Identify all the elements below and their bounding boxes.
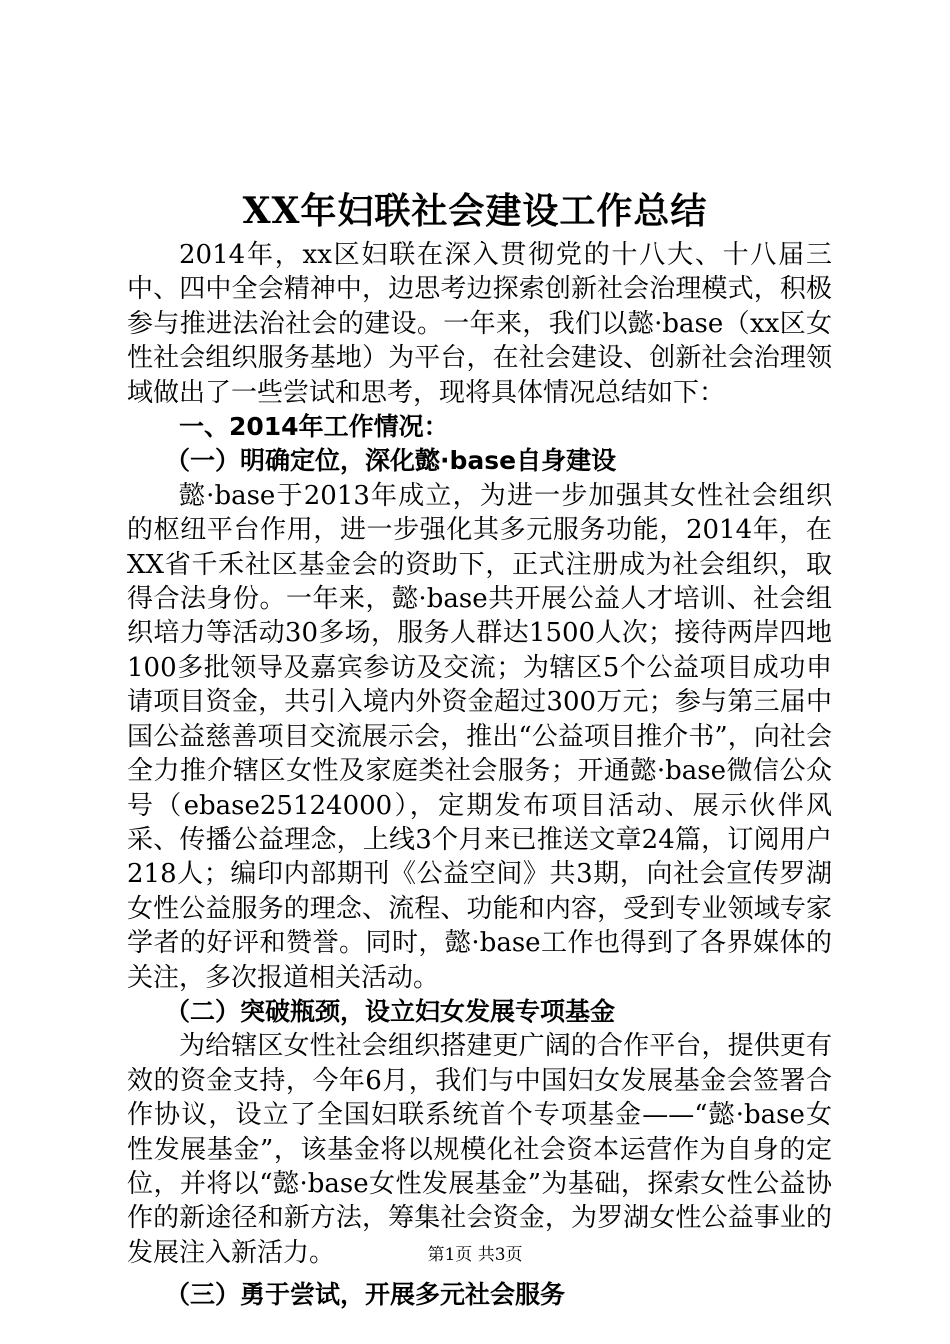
section-heading-work-status: 一、2014年工作情况： — [179, 412, 449, 442]
document-title: XX年妇联社会建设工作总结 — [242, 190, 708, 232]
subsection-paragraph-2: 为给辖区女性社会组织搭建更广阔的合作平台，提供更有效的资金支持，今年6月，我们与中国妇女发展基金会签署合作协议，设立了全国妇联系统首个专项基金——“懿·base女性发展基金”，该基金将以规模化社会资本运营作为自身的定位，并将以“懿·base女性发展基金”为基础，探索女性公益协作的新途径和新方法，筹集社会资金，为罗湖女性公益事业的发展注入新活力。 — [127, 1031, 832, 1268]
subsection-heading-2: （二）突破瓶颈，设立妇女发展专项基金 — [165, 996, 616, 1026]
intro-paragraph: 2014年，xx区妇联在深入贯彻党的十八大、十八届三中、四中全会精神中，边思考边探索创新社会治理模式，积极参与推进法治社会的建设。一年来，我们以懿·base（xx区女性社会组织服务基地）为平台，在社会建设、创新社会治理领域做出了一些尝试和思考，现将具体情况总结如下： — [127, 240, 832, 408]
subsection-heading-3: （三）勇于尝试，开展多元社会服务 — [165, 1280, 566, 1310]
document-body — [127, 238, 832, 1313]
subsection-heading-1: （一）明确定位，深化懿·base自身建设 — [165, 446, 617, 476]
page-footer: 第1页 共3页 — [427, 1245, 523, 1265]
subsection-paragraph-1: 懿·base于2013年成立，为进一步加强其女性社会组织的枢纽平台作用，进一步强化其多元服务功能，2014年，在XX省千禾社区基金会的资助下，正式注册成为社会组织，取得合法身份。一年来，懿·base共开展公益人才培训、社会组织培力等活动30多场，服务人群达1500人次；接待两岸四地100多批领导及嘉宾参访及交流；为辖区5个公益项目成功申请项目资金，共引入境内外资金超过300万元；参与第三届中国公益慈善项目交流展示会，推出“公益项目推介书”，向社会全力推介辖区女性及家庭类社会服务；开通懿·base微信公众号（ebase25124000），定期发布项目活动、展示伙伴风采、传播公益理念，上线3个月来已推送文章24篇，订阅用户218人；编印内部期刊《公益空间》共3期，向社会宣传罗湖女性公益服务的理念、流程、功能和内容，受到专业领域专家学者的好评和赞誉。同时，懿·base工作也得到了各界媒体的关注，多次报道相关活动。 — [127, 480, 832, 993]
